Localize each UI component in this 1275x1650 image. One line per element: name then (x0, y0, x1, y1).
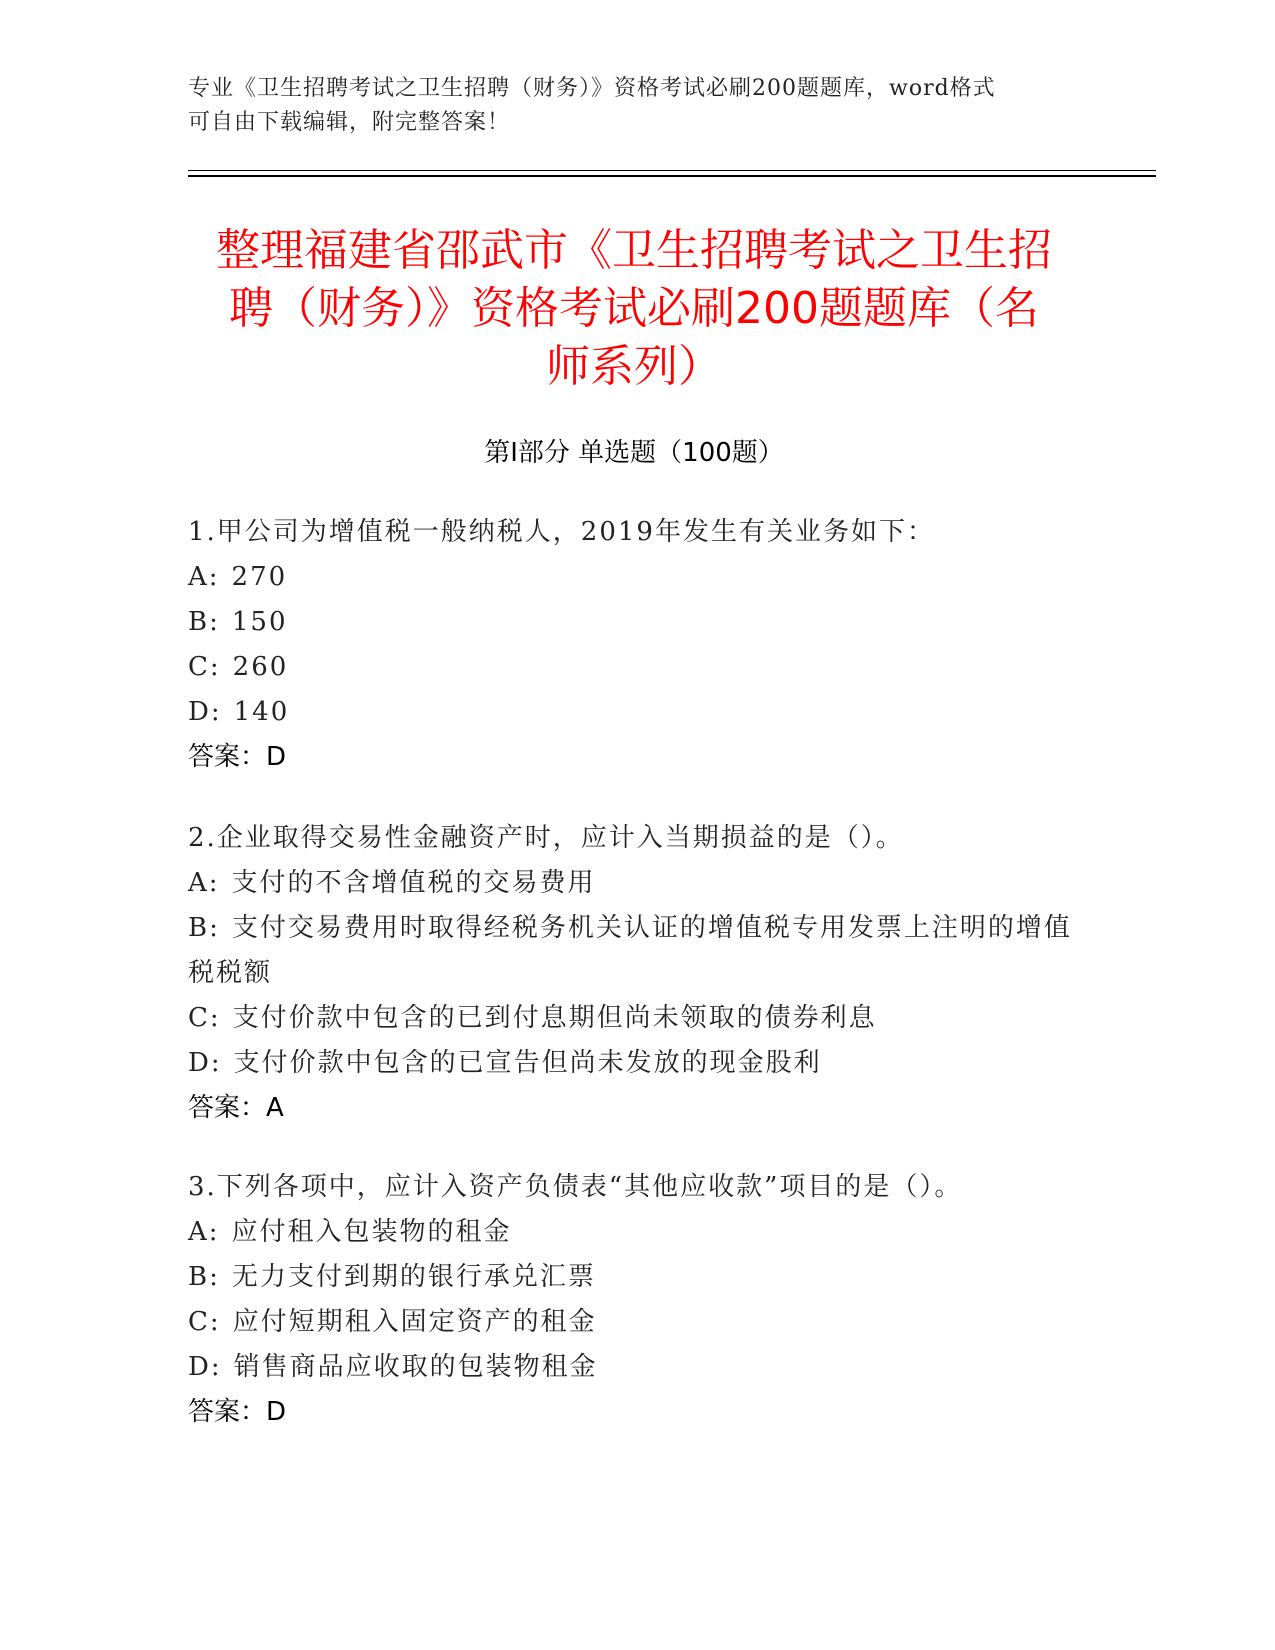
header-note-line2: 可自由下载编辑，附完整答案！ (188, 110, 511, 135)
option-a (188, 861, 1088, 906)
option-a (188, 555, 1088, 600)
option-text: 支付的不含增值税的交易费用 (231, 868, 596, 898)
option-a (188, 1210, 1088, 1255)
option-text: 270 (231, 562, 288, 592)
header-divider-top (188, 170, 1156, 171)
option-text: 支付价款中包含的已宣告但尚未发放的现金股利 (233, 1048, 822, 1078)
option-text: 支付价款中包含的已到付息期但尚未领取的债券利息 (232, 1003, 877, 1033)
option-letter: A: (188, 868, 220, 898)
question-3 (188, 1165, 1088, 1435)
option-b (188, 906, 1078, 996)
option-text: 支付交易费用时取得经税务机关认证的增值税专用发票上注明的增值税税额 (188, 913, 1072, 988)
document-title (188, 222, 1080, 396)
option-text: 应付租入包装物的租金 (231, 1217, 512, 1247)
option-d (188, 1345, 1088, 1390)
document-title-line3: 师系列） (546, 341, 722, 392)
option-text: 销售商品应收取的包装物租金 (233, 1352, 598, 1382)
header-note-line1: 专业《卫生招聘考试之卫生招聘（财务）》资格考试必刷200题题库，word格式 (188, 76, 996, 101)
question-1 (188, 510, 1088, 780)
question-stem: 2.企业取得交易性金融资产时，应计入当期损益的是（）。 (188, 823, 904, 853)
option-letter: C: (188, 652, 221, 682)
answer: 答案：D (188, 742, 287, 772)
option-c (188, 996, 1088, 1041)
option-b (188, 1255, 1088, 1300)
question-stem: 1.甲公司为增值税一般纳税人，2019年发生有关业务如下： (188, 517, 935, 547)
option-text: 无力支付到期的银行承兑汇票 (231, 1262, 596, 1292)
option-text: 260 (232, 652, 289, 682)
option-letter: B: (188, 607, 220, 637)
option-d (188, 1041, 1088, 1086)
option-letter: D: (188, 1352, 222, 1382)
option-text: 应付短期租入固定资产的租金 (232, 1307, 597, 1337)
option-d (188, 690, 1088, 735)
question-stem: 3.下列各项中，应计入资产负债表“其他应收款”项目的是（）。 (188, 1172, 963, 1202)
section-title: 第Ⅰ部分 单选题（100题） (484, 438, 784, 468)
document-title-line1: 整理福建省邵武市《卫生招聘考试之卫生招 (216, 225, 1052, 276)
header-divider-bottom (188, 175, 1156, 177)
option-letter: B: (188, 1262, 220, 1292)
question-2 (188, 816, 1088, 1131)
option-text: 140 (233, 697, 290, 727)
answer: 答案：A (188, 1093, 284, 1123)
option-text: 150 (231, 607, 288, 637)
answer: 答案：D (188, 1397, 287, 1427)
header-note (188, 72, 1078, 140)
option-c (188, 645, 1088, 690)
option-letter: D: (188, 697, 222, 727)
option-letter: A: (188, 1217, 220, 1247)
document-title-line2: 聘（财务）》资格考试必刷200题题库（名 (229, 283, 1039, 334)
option-letter: C: (188, 1003, 221, 1033)
option-letter: D: (188, 1048, 222, 1078)
option-letter: A: (188, 562, 220, 592)
option-b (188, 600, 1088, 645)
option-c (188, 1300, 1088, 1345)
option-letter: B: (188, 913, 220, 943)
option-letter: C: (188, 1307, 221, 1337)
